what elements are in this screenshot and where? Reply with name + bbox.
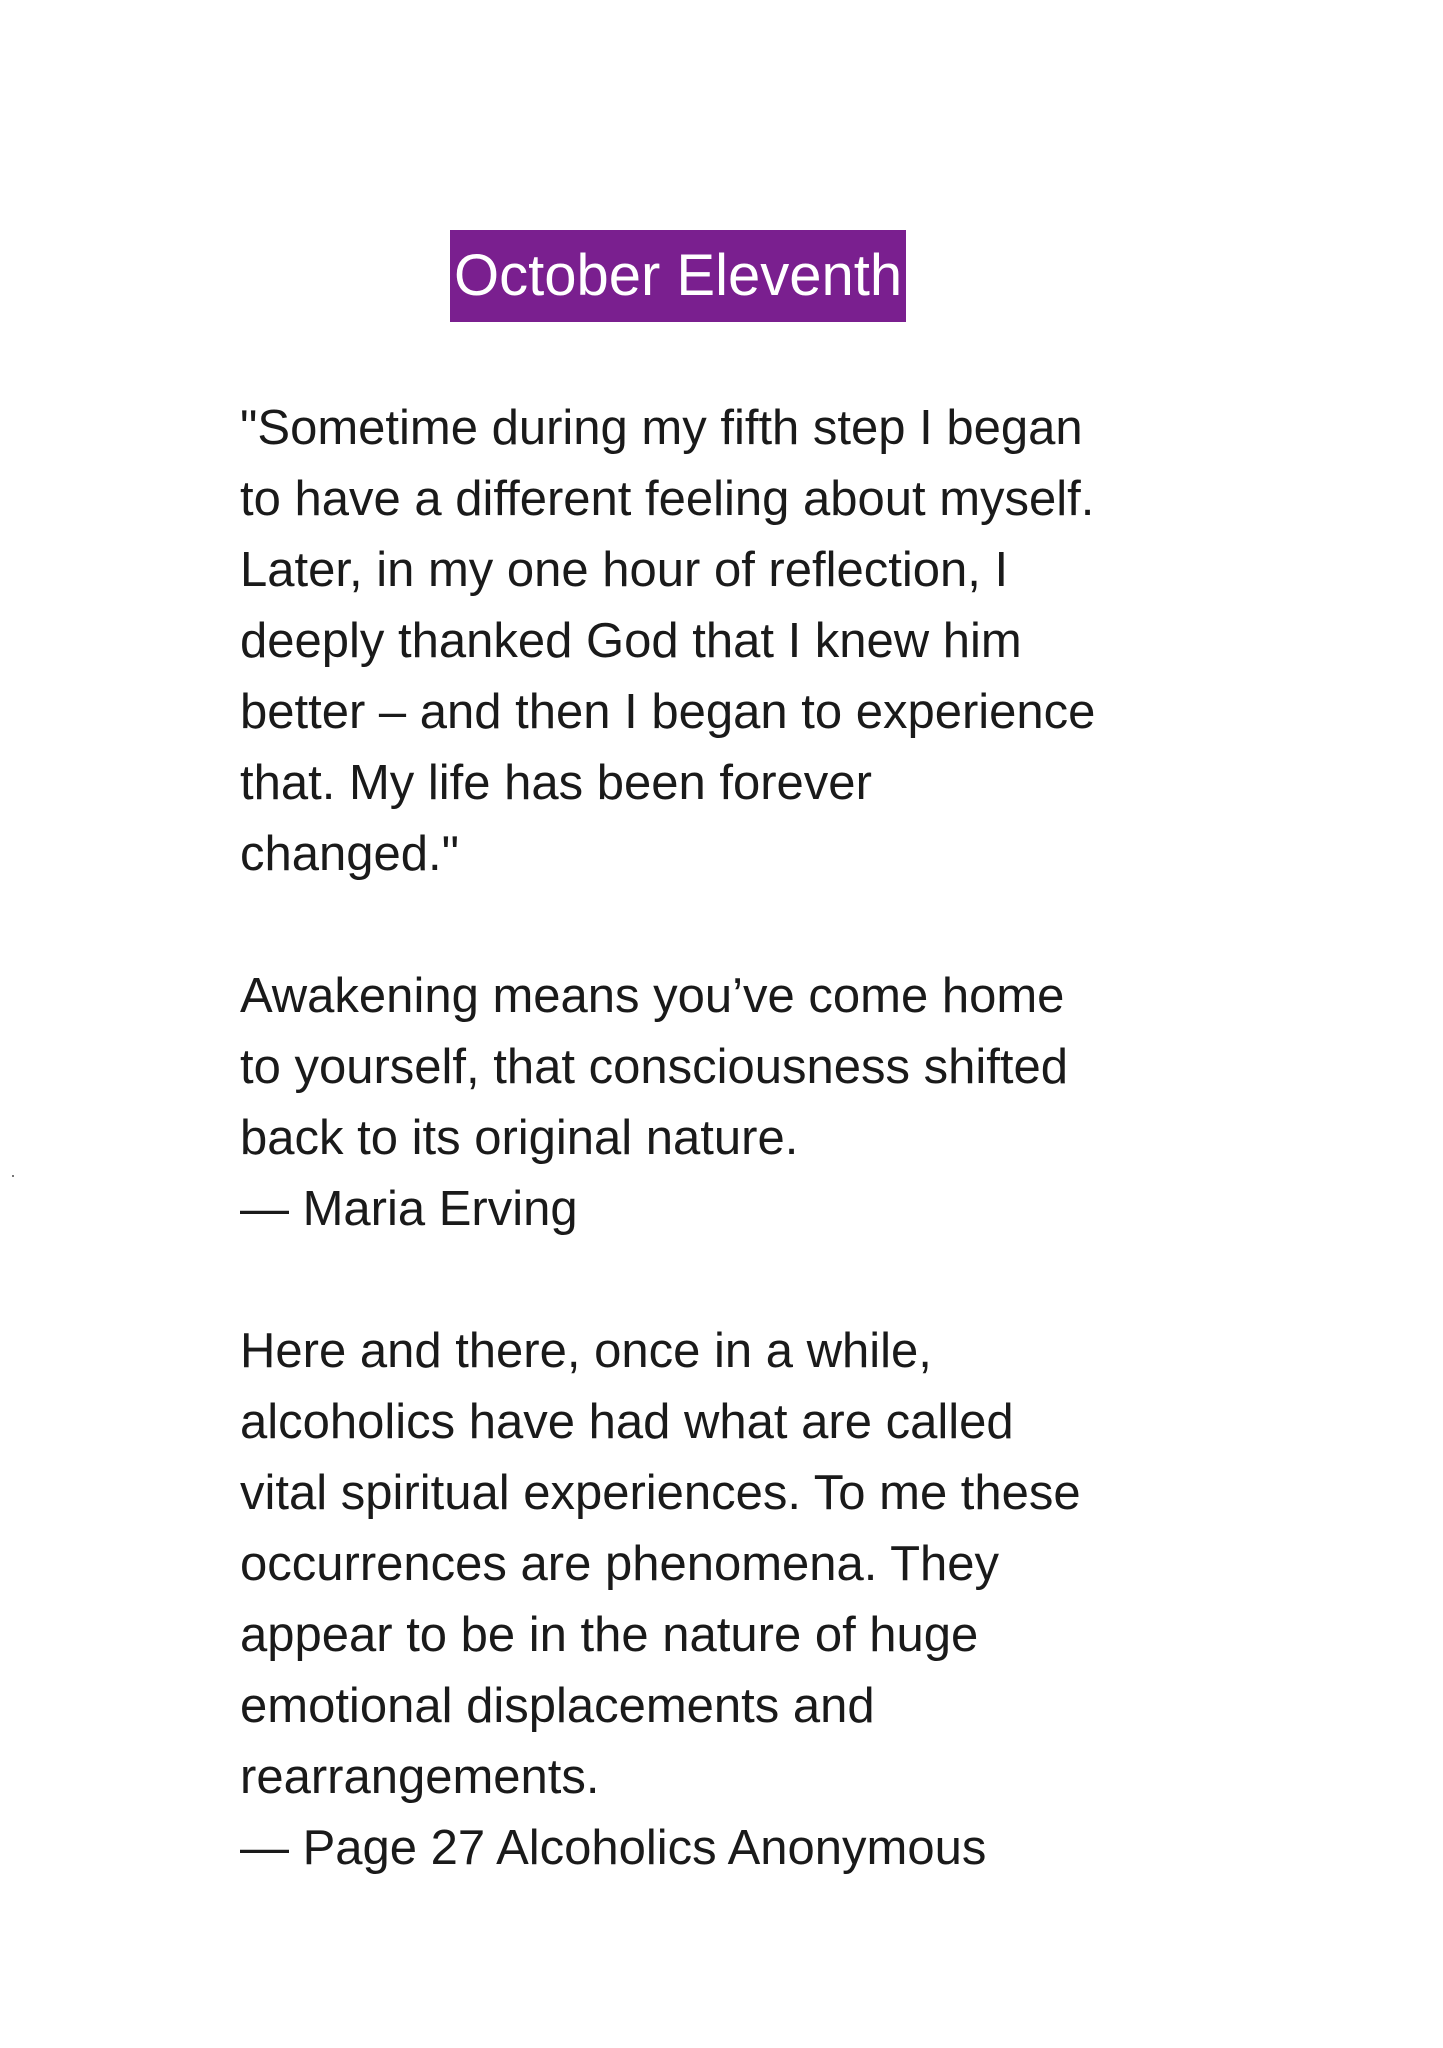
quote-line-1: "Sometime during my fifth step I began: [240, 401, 1083, 455]
big-book-line-4: occurrences are phenomena. They: [240, 1537, 1000, 1591]
big-book-line-7: rearrangements.: [240, 1750, 600, 1804]
quote-line-7: changed.": [240, 827, 460, 881]
reflection-line-1: Awakening means you’ve come home: [240, 969, 1065, 1023]
title-block: [450, 230, 906, 322]
quote-line-4: deeply thanked God that I knew him: [240, 614, 1022, 668]
big-book-line-5: appear to be in the nature of huge: [240, 1608, 979, 1662]
quote-line-6: that. My life has been forever: [240, 756, 872, 810]
big-book-line-6: emotional displacements and: [240, 1679, 875, 1733]
quote-line-2: to have a different feeling about myself.: [240, 472, 1095, 526]
page-title: October Eleventh: [450, 230, 906, 322]
quote-line-5: better – and then I began to experience: [240, 685, 1096, 739]
reflection-attribution: — Maria Erving: [240, 1182, 578, 1236]
reflection-line-2: to yourself, that consciousness shifted: [240, 1040, 1068, 1094]
big-book-attribution: — Page 27 Alcoholics Anonymous: [240, 1821, 987, 1875]
quote-line-3: Later, in my one hour of reflection, I: [240, 543, 1009, 597]
big-book-line-3: vital spiritual experiences. To me these: [240, 1466, 1081, 1520]
reflection-line-3: back to its original nature.: [240, 1111, 799, 1165]
big-book-line-2: alcoholics have had what are called: [240, 1395, 1014, 1449]
scan-speck: [12, 1175, 14, 1177]
big-book-line-1: Here and there, once in a while,: [240, 1324, 932, 1378]
